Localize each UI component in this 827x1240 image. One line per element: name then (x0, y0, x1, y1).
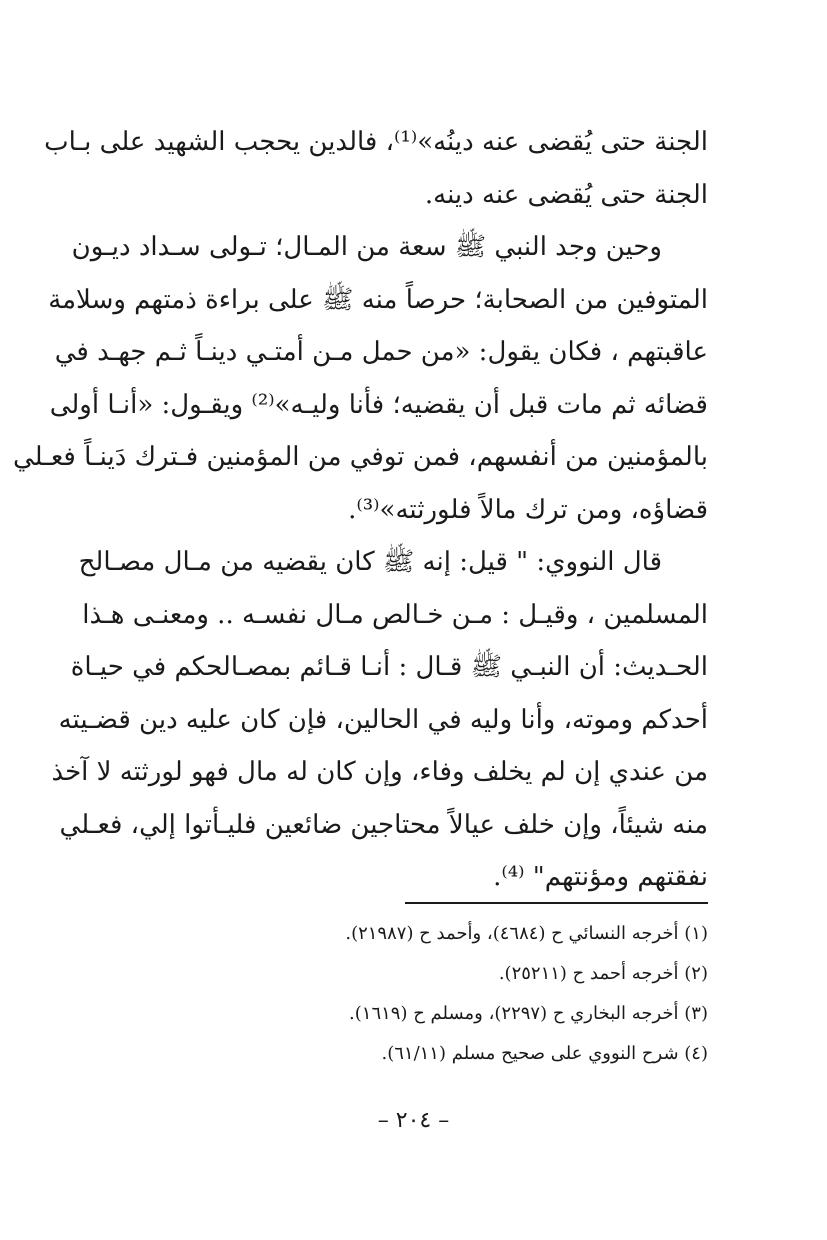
text-line: الجنة حتى يُقضى عنه دينُه»⁽¹⁾، فالدين يحجب الشهيد على بـاب (44, 127, 708, 157)
text-line: أحدكم وموته، وأنا وليه في الحالين، فإن كان عليه دين قضـيته (58, 704, 708, 735)
text-line: من عندي إن لم يخلف وفاء، وإن كان له مال فهو لورثته لا آخذ (51, 757, 708, 787)
footnote-divider (405, 902, 708, 904)
text-line: المتوفين من الصحابة؛ حرصاً منه ﷺ على براءة ذمتهم وسلامة (48, 284, 708, 315)
text-line: عاقبتهم ، فكان يقول: «من حمل مـن أمتـي دينـاً ثـم جهـد في (54, 337, 708, 367)
footnote-item: (٢) أخرجه أحمد ح (٢٥٢١١). (498, 963, 708, 984)
text-line: قال النووي: " قيل: إنه ﷺ كان يقضيه من مـال مصـالح (78, 547, 662, 577)
footnote-item: (١) أخرجه النسائي ح (٤٦٨٤)، وأحمد ح (٢١٩٨٧). (345, 923, 708, 944)
main-text (12, 116, 708, 904)
text-line: وحين وجد النبي ﷺ سعة من المـال؛ تـولى سـداد ديـون (71, 232, 662, 262)
page-number: – ٢٠٤ – (377, 1108, 450, 1133)
footnote-item: (٣) أخرجه البخاري ح (٢٢٩٧)، ومسلم ح (١٦١٩). (349, 1003, 708, 1024)
text-line: قضائه ثم مات قبل أن يقضيه؛ فأنا وليـه»⁽²⁾ ويقـول: «أنـا أولى (49, 389, 708, 420)
text-line: الجنة حتى يُقضى عنه دينه. (424, 179, 708, 210)
text-line: الحـديث: أن النبـي ﷺ قـال : أنـا قـائم بمصـالحكم في حيـاة (70, 652, 708, 682)
footnote-item: (٤) شرح النووي على صحيح مسلم (٦١/١١). (381, 1043, 708, 1064)
text-line: قضاؤه، ومن ترك مالاً فلورثته»⁽³⁾. (348, 494, 708, 525)
text-line: منه شيئاً، وإن خلف عيالاً محتاجين ضائعين فليـأتوا إلي، فعـلي (59, 809, 708, 840)
text-line: المسلمين ، وقيـل : مـن خـالص مـال نفسـه .. ومعنـى هـذا (82, 599, 708, 630)
text-line: بالمؤمنين من أنفسهم، فمن توفي من المؤمنين فـترك دَينـاً فعـلي (12, 442, 708, 472)
footnotes (250, 914, 708, 1074)
text-line: نفقتهم ومؤنتهم" ⁽⁴⁾. (493, 862, 708, 892)
